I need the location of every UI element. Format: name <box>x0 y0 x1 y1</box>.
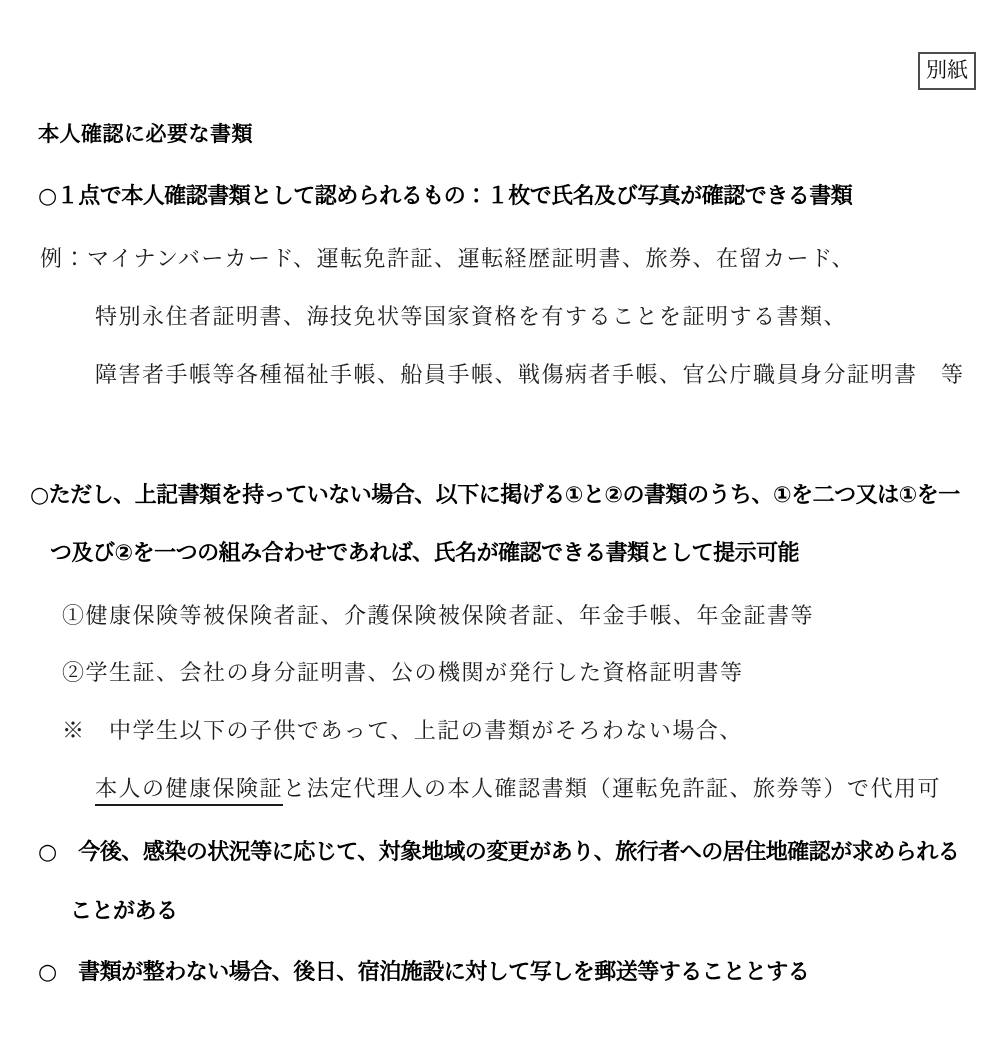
region-note-line-1: ○ 今後、感染の状況等に応じて、対象地域の変更があり、旅行者への居住地確認が求められる <box>38 840 960 865</box>
combination-heading-line-1: ○ただし、上記書類を持っていない場合、以下に掲げる①と②の書類のうち、①を二つ又は①を一 <box>30 483 960 508</box>
child-note-line-1: ※ 中学生以下の子供であって、上記の書類がそろわない場合、 <box>62 719 743 744</box>
annex-label-box: 別紙 <box>918 52 976 90</box>
combination-heading-line-2: つ及び②を一つの組み合わせであれば、氏名が確認できる書類として提示可能 <box>50 541 800 566</box>
example-line-1: 例：マイナンバーカード、運転免許証、運転経歴証明書、旅券、在留カード、 <box>40 247 856 272</box>
mail-note-line: ○ 書類が整わない場合、後日、宿泊施設に対して写しを郵送等することとする <box>38 960 810 985</box>
example-line-3: 障害者手帳等各種福祉手帳、船員手帳、戦傷病者手帳、官公庁職員身分証明書 等 <box>95 363 965 388</box>
example-line-2: 特別永住者証明書、海技免状等国家資格を有することを証明する書類、 <box>95 305 848 330</box>
region-note-line-2: ことがある <box>70 899 178 924</box>
child-note-line-2 <box>95 772 941 803</box>
child-note-rest-text: と法定代理人の本人確認書類（運転免許証、旅券等）で代用可 <box>283 777 942 802</box>
single-document-heading: ○１点で本人確認書類として認められるもの：１枚で氏名及び写真が確認できる書類 <box>38 184 853 209</box>
child-note-underlined-text: 本人の健康保険証 <box>95 777 283 806</box>
combination-item-1: ①健康保険等被保険者証、介護保険被保険者証、年金手帳、年金証書等 <box>62 604 815 629</box>
combination-item-2: ②学生証、会社の身分証明書、公の機関が発行した資格証明書等 <box>62 661 744 686</box>
page-title: 本人確認に必要な書類 <box>38 122 253 146</box>
